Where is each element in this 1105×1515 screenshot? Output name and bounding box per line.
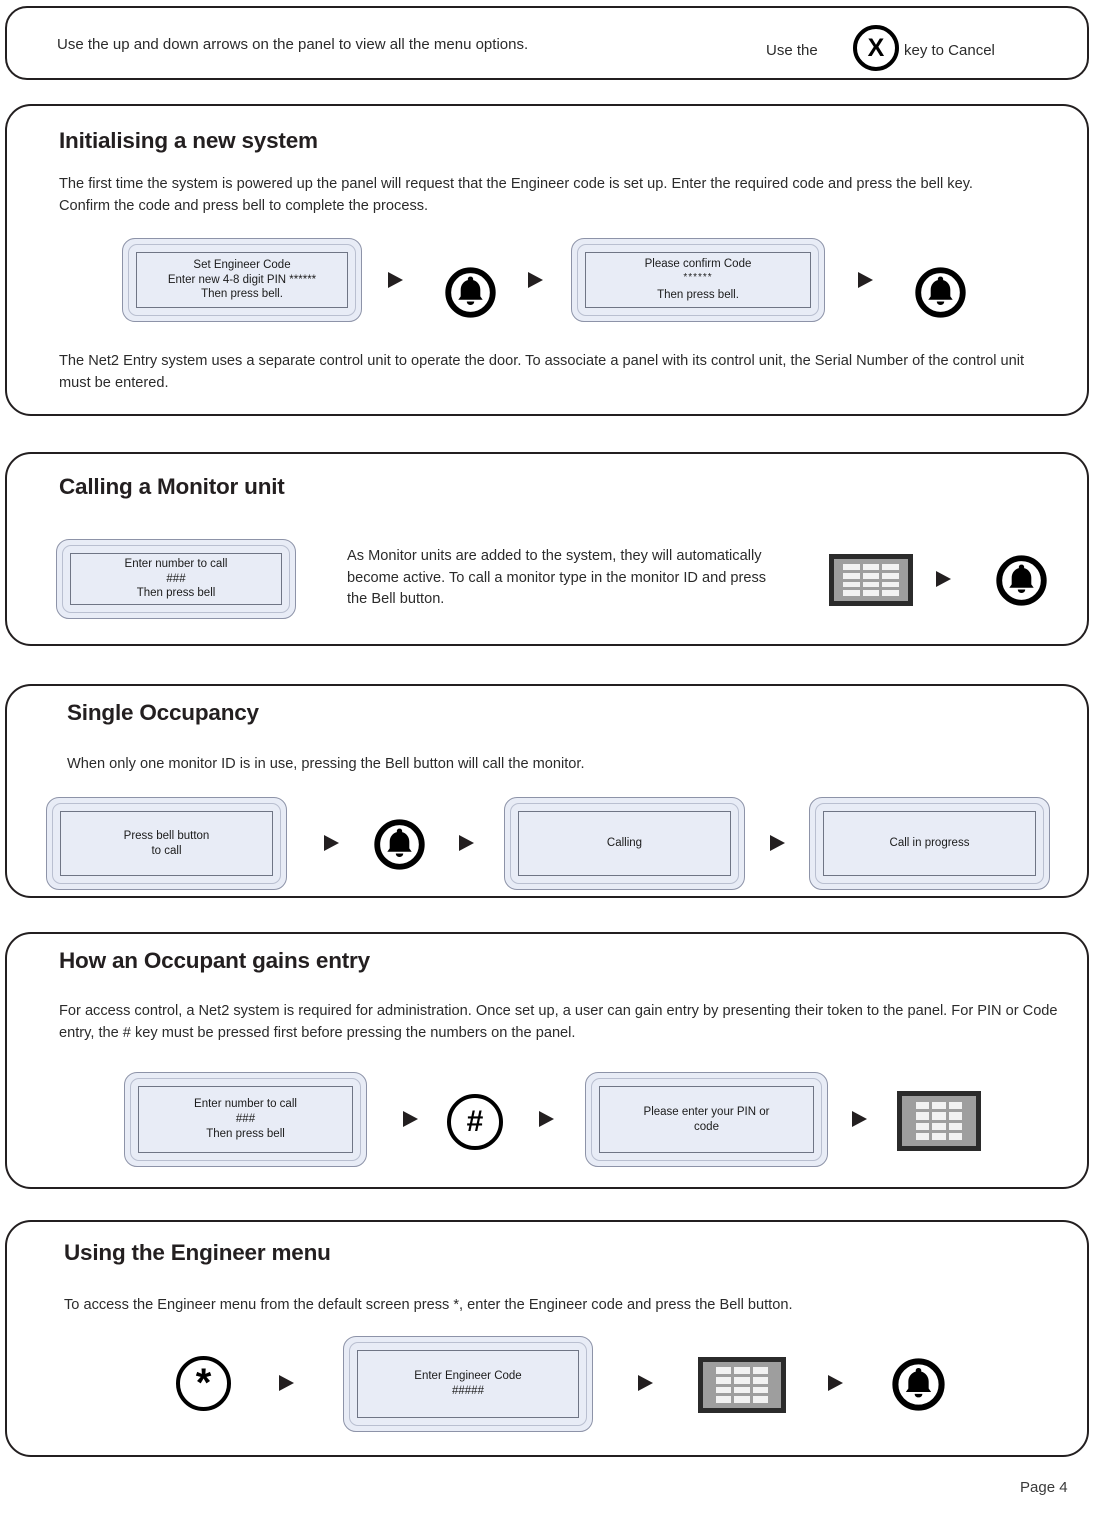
star-key-icon: [176, 1356, 231, 1411]
lcd-bezel: [128, 244, 356, 316]
lcd-enter-number-to-call: [56, 539, 296, 619]
lcd-line-1: Enter Engineer Code: [414, 1370, 522, 1383]
lcd-screen: [136, 252, 348, 308]
arrow-right-icon: [936, 571, 951, 587]
lcd-line-2: #####: [452, 1385, 484, 1397]
lcd-line-2: ###: [166, 572, 186, 585]
hash-key-glyph: #: [466, 1105, 484, 1138]
keypad-key: [882, 582, 899, 588]
keypad-key: [949, 1133, 962, 1140]
lcd-line-3: Then press bell.: [201, 288, 283, 301]
keypad-key: [753, 1387, 768, 1394]
lcd-bezel: [591, 1078, 822, 1161]
lcd-line-2: code: [694, 1120, 719, 1133]
lcd-bezel: [52, 803, 281, 884]
lcd-screen: [823, 811, 1036, 876]
lcd-screen: [599, 1086, 814, 1153]
lcd-line-3: Then press bell: [136, 587, 216, 600]
initialising-paragraph-2: The Net2 Entry system uses a separate control unit to operate the door. To associate a panel with its control unit, the Serial Number of the control unit must be entered.: [59, 353, 1025, 391]
section-how-an-occupant-gains-entry: [5, 932, 1089, 1189]
lcd-enter-number-to-call: [124, 1072, 367, 1167]
engineer-menu-paragraph: To access the Engineer menu from the default screen press *, enter the Engineer code and press the Bell button.: [64, 1297, 793, 1313]
arrow-right-icon: [852, 1111, 867, 1127]
lcd-screen: [138, 1086, 353, 1153]
cancel-key-glyph: X: [867, 33, 885, 62]
tip-bar-cancel-prefix: Use the: [766, 42, 818, 59]
bell-icon: [995, 554, 1048, 607]
section-single-occupancy: [5, 684, 1089, 898]
keypad-key: [716, 1396, 731, 1403]
arrow-right-icon: [528, 272, 543, 288]
keypad-key: [753, 1377, 768, 1384]
lcd-line-1: Set Engineer Code: [193, 258, 291, 271]
lcd-screen: [70, 553, 282, 605]
lcd-line-2: Enter new 4-8 digit PIN ******: [167, 273, 317, 286]
keypad-key: [843, 564, 860, 570]
keypad-key: [932, 1112, 945, 1119]
initialising-paragraph: The first time the system is powered up the panel will request that the Engineer code is set up. Enter the required code and press the bell key. Confirm the code and press bell to complete the process.: [59, 176, 973, 214]
occupant-entry-heading: How an Occupant gains entry: [59, 948, 370, 973]
keypad-icon: [698, 1357, 786, 1413]
keypad-key: [863, 582, 880, 588]
cancel-key-icon: [853, 25, 899, 71]
keypad-key: [734, 1387, 749, 1394]
lcd-line-3: Then press bell.: [657, 289, 739, 302]
tip-bar-text: Use the up and down arrows on the panel to view all the menu options.: [57, 36, 529, 53]
section-using-the-engineer-menu: [5, 1220, 1089, 1457]
occupant-entry-paragraph: For access control, a Net2 system is required for administration. Once set up, a user can gain entry by presenting their token to the panel. For PIN or Code entry, the # key must be pressed first before pressing the numbers on the panel.: [59, 1003, 1058, 1041]
lcd-line-1: Please enter your PIN or: [643, 1105, 770, 1118]
lcd-bezel: [62, 545, 290, 613]
calling-monitor-heading: Calling a Monitor unit: [59, 474, 285, 499]
keypad-key: [716, 1377, 731, 1384]
hash-key-icon: [447, 1094, 503, 1150]
keypad-key: [753, 1367, 768, 1374]
bell-icon: [373, 818, 426, 871]
lcd-line-1: Please confirm Code: [644, 257, 752, 270]
lcd-screen: [60, 811, 273, 876]
keypad-icon: [897, 1091, 981, 1151]
keypad-key: [863, 590, 880, 596]
lcd-line-2: ###: [235, 1113, 256, 1126]
lcd-line-1: Enter number to call: [194, 1098, 297, 1111]
initialising-heading: Initialising a new system: [59, 128, 318, 153]
keypad-key: [753, 1396, 768, 1403]
keypad-key: [716, 1387, 731, 1394]
lcd-calling: [504, 797, 745, 890]
arrow-right-icon: [324, 835, 339, 851]
page-number: Page 4: [1020, 1479, 1068, 1496]
keypad-key: [734, 1396, 749, 1403]
lcd-screen: [518, 811, 731, 876]
arrow-right-icon: [858, 272, 873, 288]
arrow-right-icon: [828, 1375, 843, 1391]
keypad-icon: [829, 554, 913, 606]
lcd-line-1: Calling: [606, 837, 643, 850]
lcd-bezel: [577, 244, 819, 316]
calling-monitor-paragraph: As Monitor units are added to the system, they will automatically become active. To call a monitor type in the monitor ID and press the Bell button.: [347, 548, 767, 607]
keypad-key: [916, 1102, 929, 1109]
keypad-key: [843, 582, 860, 588]
single-occupancy-heading: Single Occupancy: [67, 700, 259, 725]
keypad-key: [863, 573, 880, 579]
lcd-screen: [357, 1350, 579, 1418]
bell-icon: [891, 1357, 946, 1412]
keypad-key: [949, 1102, 962, 1109]
arrow-right-icon: [770, 835, 785, 851]
lcd-line-3: Then press bell: [206, 1127, 285, 1140]
keypad-key: [882, 573, 899, 579]
lcd-call-in-progress: [809, 797, 1050, 890]
keypad-key: [843, 590, 860, 596]
keypad-key: [932, 1133, 945, 1140]
lcd-line-1: Call in progress: [889, 837, 970, 850]
lcd-please-confirm-code: [571, 238, 825, 322]
tip-bar: [5, 6, 1089, 80]
lcd-bezel: [815, 803, 1044, 884]
keypad-key: [734, 1367, 749, 1374]
arrow-right-icon: [539, 1111, 554, 1127]
tip-bar-cancel-suffix: key to Cancel: [904, 42, 995, 59]
keypad-key: [932, 1123, 945, 1130]
lcd-bezel: [510, 803, 739, 884]
keypad-key: [863, 564, 880, 570]
arrow-right-icon: [279, 1375, 294, 1391]
keypad-key: [882, 564, 899, 570]
bell-icon: [444, 266, 497, 319]
lcd-line-2: to call: [151, 844, 182, 857]
section-calling-a-monitor-unit: [5, 452, 1089, 646]
keypad-key: [916, 1123, 929, 1130]
arrow-right-icon: [459, 835, 474, 851]
keypad-key: [882, 590, 899, 596]
lcd-line-1: Press bell button: [123, 829, 210, 842]
lcd-line-2: ******: [683, 271, 713, 283]
lcd-bezel: [130, 1078, 361, 1161]
keypad-key: [916, 1112, 929, 1119]
single-occupancy-paragraph: When only one monitor ID is in use, pressing the Bell button will call the monitor.: [67, 756, 585, 772]
arrow-right-icon: [388, 272, 403, 288]
keypad-key: [716, 1367, 731, 1374]
engineer-menu-heading: Using the Engineer menu: [64, 1240, 331, 1265]
arrow-right-icon: [403, 1111, 418, 1127]
lcd-screen: [585, 252, 811, 308]
keypad-key: [949, 1112, 962, 1119]
keypad-key: [916, 1133, 929, 1140]
keypad-key: [932, 1102, 945, 1109]
lcd-line-1: Enter number to call: [124, 557, 228, 570]
section-initialising-a-new-system: [5, 104, 1089, 416]
keypad-key: [843, 573, 860, 579]
arrow-right-icon: [638, 1375, 653, 1391]
lcd-set-engineer-code: [122, 238, 362, 322]
keypad-key: [734, 1377, 749, 1384]
star-key-glyph: *: [195, 1361, 212, 1406]
lcd-press-bell-button: [46, 797, 287, 890]
lcd-please-enter-pin-or-code: [585, 1072, 828, 1167]
lcd-bezel: [349, 1342, 587, 1426]
keypad-key: [949, 1123, 962, 1130]
lcd-enter-engineer-code: [343, 1336, 593, 1432]
bell-icon: [914, 266, 967, 319]
